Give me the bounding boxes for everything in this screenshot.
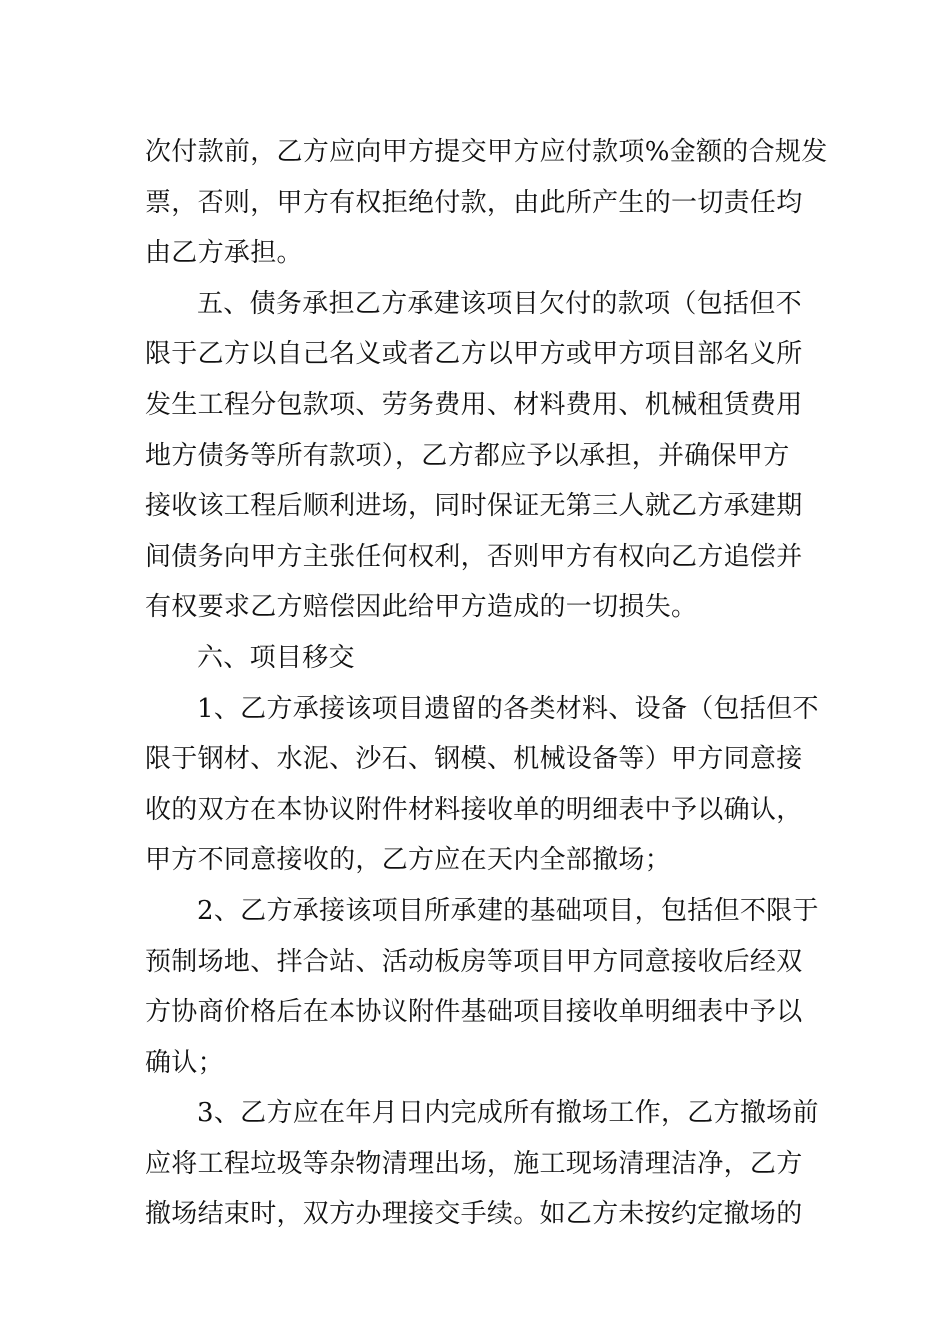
text-line: 五、债务承担乙方承建该项目欠付的款项（包括但不: [197, 288, 802, 319]
text-line: 六、项目移交: [197, 642, 355, 673]
text-line: 由乙方承担。: [145, 238, 303, 269]
text-line: 1、乙方承接该项目遗留的各类材料、设备（包括但不: [197, 693, 819, 724]
text-line: 次付款前，乙方应向甲方提交甲方应付款项%金额的合规发: [145, 137, 828, 167]
text-line: 票，否则，甲方有权拒绝付款，由此所产生的一切责任均: [145, 187, 803, 218]
text-line: 预制场地、拌合站、活动板房等项目甲方同意接收后经双: [145, 946, 803, 977]
text-line: 间债务向甲方主张任何权利，否则甲方有权向乙方追偿并: [145, 541, 803, 572]
text-line: 2、乙方承接该项目所承建的基础项目，包括但不限于: [197, 895, 819, 926]
text-line: 限于钢材、水泥、沙石、钢模、机械设备等）甲方同意接: [145, 744, 803, 775]
text-line: 有权要求乙方赔偿因此给甲方造成的一切损失。: [145, 592, 698, 623]
text-line: 方协商价格后在本协议附件基础项目接收单明细表中予以: [145, 997, 803, 1028]
text-line: 收的双方在本协议附件材料接收单的明细表中予以确认，: [145, 794, 803, 825]
text-line: 3、乙方应在年月日内完成所有撤场工作，乙方撤场前: [197, 1098, 819, 1129]
text-line: 限于乙方以自己名义或者乙方以甲方或甲方项目部名义所: [145, 339, 803, 370]
text-line: 甲方不同意接收的，乙方应在天内全部撤场；: [145, 845, 672, 876]
text-line: 地方债务等所有款项），乙方都应予以承担，并确保甲方: [145, 440, 790, 471]
text-line: 应将工程垃圾等杂物清理出场，施工现场清理洁净，乙方: [145, 1148, 803, 1179]
text-line: 发生工程分包款项、劳务费用、材料费用、机械租赁费用: [145, 389, 803, 420]
text-line: 确认；: [145, 1047, 224, 1078]
document-body: [145, 127, 828, 1240]
text-line: 接收该工程后顺利进场，同时保证无第三人就乙方承建期: [145, 491, 803, 522]
text-line: 撤场结束时，双方办理接交手续。如乙方未按约定撤场的: [145, 1199, 803, 1230]
